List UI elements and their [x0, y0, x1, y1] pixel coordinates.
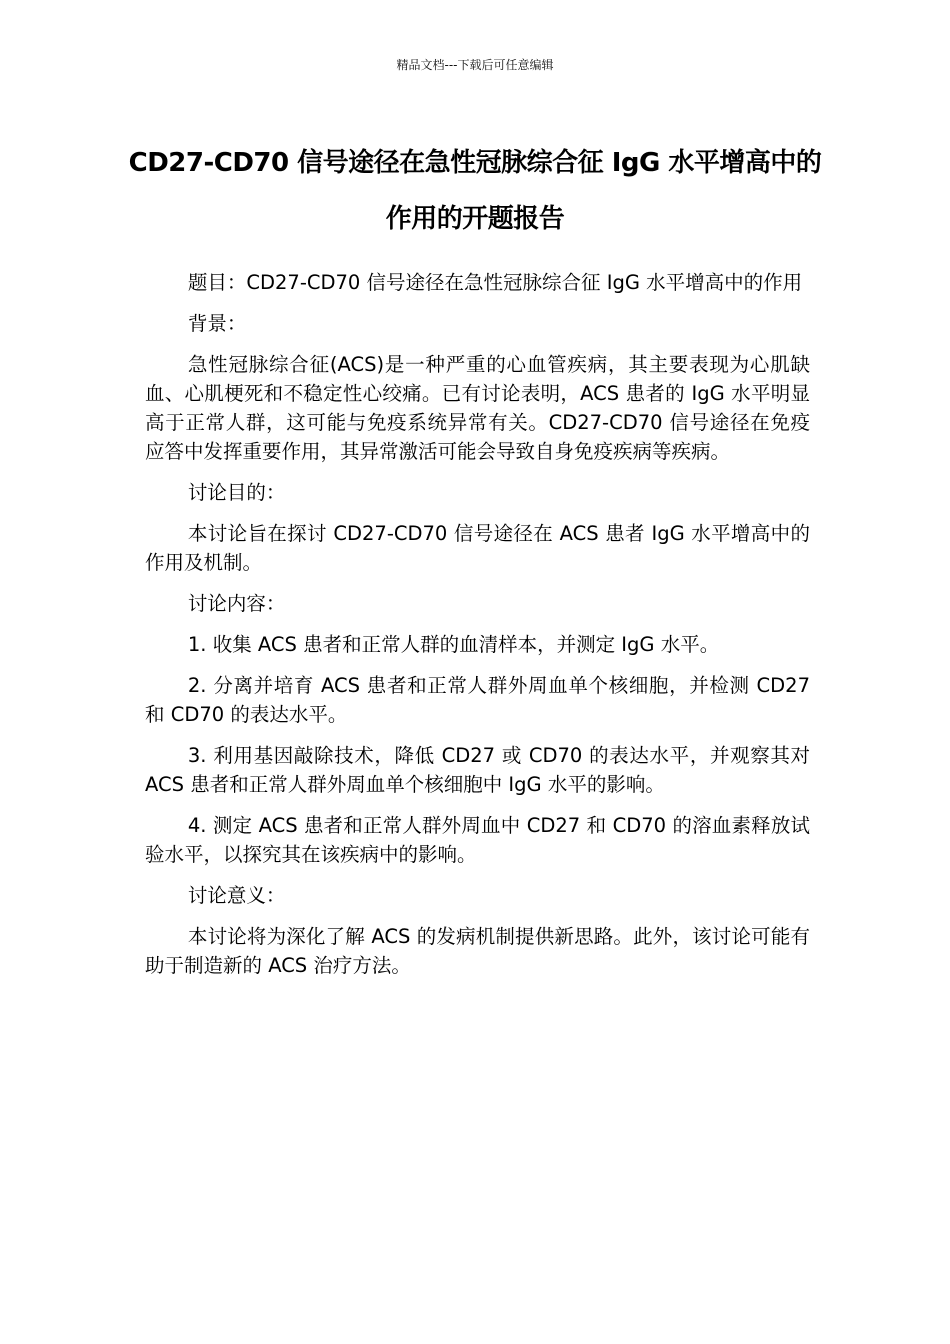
content-item-1: 1. 收集 ACS 患者和正常人群的血清样本，并测定 IgG 水平。 — [187, 633, 720, 656]
content-item-2: 2. 分离并培育 ACS 患者和正常人群外周血单个核细胞，并检测 CD27 和 CD70 的表达水平。 — [145, 674, 810, 726]
topic-paragraph: 题目：CD27-CD70 信号途径在急性冠脉综合征 IgG 水平增高中的作用 — [187, 271, 803, 294]
background-heading: 背景： — [187, 312, 247, 335]
background-paragraph: 急性冠脉综合征(ACS)是一种严重的心血管疾病，其主要表现为心肌缺血、心肌梗死和不稳定性心绞痛。已有讨论表明，ACS 患者的 IgG 水平明显高于正常人群，这可能与免疫系统异常有关。CD27-CD70 信号途径在免疫应答中发挥重要作用，其异常激活可能会导致自身免疫疾病等疾病。 — [145, 353, 810, 463]
content-heading: 讨论内容： — [187, 592, 286, 615]
significance-heading: 讨论意义： — [187, 884, 286, 907]
purpose-paragraph: 本讨论旨在探讨 CD27-CD70 信号途径在 ACS 患者 IgG 水平增高中的作用及机制。 — [145, 522, 810, 574]
page-header-note: 精品文档---下载后可任意编辑 — [396, 58, 554, 72]
content-item-3: 3. 利用基因敲除技术，降低 CD27 或 CD70 的表达水平，并观察其对 ACS 患者和正常人群外周血单个核细胞中 IgG 水平的影响。 — [145, 744, 810, 796]
significance-paragraph: 本讨论将为深化了解 ACS 的发病机制提供新思路。此外，该讨论可能有助于制造新的 ACS 治疗方法。 — [145, 925, 810, 977]
document-title: CD27-CD70 信号途径在急性冠脉综合征 IgG 水平增高中的作用的开题报告 — [128, 148, 822, 234]
document-body — [145, 268, 810, 992]
purpose-heading: 讨论目的： — [187, 481, 286, 504]
content-item-4: 4. 测定 ACS 患者和正常人群外周血中 CD27 和 CD70 的溶血素释放试验水平，以探究其在该疾病中的影响。 — [145, 814, 810, 866]
